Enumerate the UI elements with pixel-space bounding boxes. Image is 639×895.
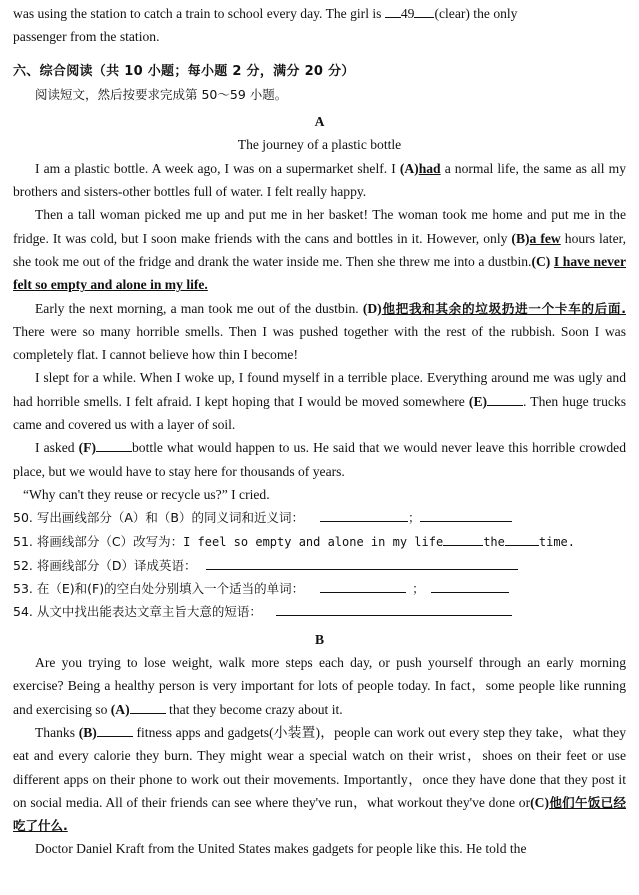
- underlined-sentence-c: I have never felt so empty and alone in my life.: [13, 253, 626, 293]
- underlined-sentence-d: 他把我和其余的垃圾扔进一个卡车的后面.: [381, 300, 626, 316]
- answer-51a[interactable]: [443, 531, 483, 546]
- answer-54[interactable]: [276, 601, 512, 616]
- passage-a-letter: A: [314, 114, 325, 130]
- mark-b-b: (B): [78, 724, 97, 740]
- blank-e[interactable]: [487, 391, 523, 406]
- section-six-instruction: 阅读短文，然后按要求完成第 50～59 小题。: [35, 86, 288, 102]
- mark-f: (F): [78, 440, 96, 456]
- passage-a-title: The journey of a plastic bottle: [237, 137, 402, 153]
- mark-a: (A): [399, 160, 419, 176]
- underlined-word-a: had: [418, 160, 441, 176]
- underlined-sentence-b-c: 他们午饭已经吃了什么.: [13, 794, 626, 834]
- section-six-heading: 六、综合阅读（共 10 小题；每小题 2 分，满分 20 分）: [13, 63, 355, 79]
- mark-d: (D): [362, 300, 382, 316]
- passage-b-paragraph-1: Are you trying to lose weight, walk more steps each day, or push yourself through an early morning exercise? Being a healthy person is very important for lots of people today. In fact，some people like running and exercising so (A) that they become crazy about it.: [13, 655, 626, 717]
- question-51: 51. 将画线部分（C）改写为：I feel so empty and alone in my life the time.: [13, 530, 626, 554]
- blank-f[interactable]: [96, 437, 132, 452]
- mark-b-a: (A): [110, 701, 130, 717]
- exam-page: [0, 2, 639, 895]
- mark-c: (C): [531, 253, 551, 269]
- mark-e: (E): [468, 393, 488, 409]
- mark-b-c: (C): [530, 794, 549, 810]
- answer-51b[interactable]: [505, 531, 539, 546]
- passage-a-paragraph-2: Then a tall woman picked me up and put me in her basket! The woman took me home and put me in the fridge. It was cold, but I soon make friends with the cans and bottles in it. However, only (B)a few hours later, she took me out of the fridge and drank the water inside me. Then she threw me into a dustbin.(C) I have never felt so empty and alone in my life.: [13, 207, 627, 293]
- answer-53f[interactable]: [431, 578, 509, 593]
- question-54: 54. 从文中找出能表达文章主旨大意的短语：: [13, 600, 626, 623]
- answer-50a[interactable]: [320, 507, 408, 522]
- question-53: 53. 在（E)和(F)的空白处分别填入一个适当的单词： ；: [13, 577, 626, 600]
- passage-b-paragraph-3: Doctor Daniel Kraft from the United States makes gadgets for people like this. He told the: [35, 841, 527, 857]
- passage-b-letter: B: [314, 631, 325, 647]
- question-50: 50. 写出画线部分（A）和（B）的同义词和近义词： ；: [13, 506, 626, 529]
- passage-a-paragraph-6: “Why can't they reuse or recycle us?” I cried.: [23, 486, 270, 502]
- passage-a-paragraph-5: I asked (F) bottle what would happen to us. He said that we would never leave this horrible crowded place, but we would have to stay here for thousands of years.: [13, 436, 626, 483]
- top-continuation-line2: passenger from the station.: [13, 29, 160, 45]
- question-49-number: 49: [400, 6, 415, 21]
- underlined-word-b: a few: [529, 230, 561, 246]
- passage-a-paragraph-1: I am a plastic bottle. A week ago, I was on a supermarket shelf. I (A)had a normal life, the same as all my brothers and sisters-other bottles full of water. I felt really happy.: [13, 160, 627, 200]
- top-continuation: was using the station to catch a train to school every day. The girl is 49 (clear) the only: [13, 2, 626, 25]
- passage-b-paragraph-2: Thanks (B) fitness apps and gadgets(小装置)，people can work out every step they take，what they eat and every calorie they burn. They might wear a special watch on their wrist，shoes on their feet or use different apps on their phone to work out their movements. Importantly，once they have done that they post it on social media. All of their friends can see where they've run，what workout they've done or(C)他们午饭已经吃了什么.: [13, 721, 626, 837]
- answer-52[interactable]: [206, 555, 518, 570]
- mark-b: (B): [511, 230, 530, 246]
- question-52: 52. 将画线部分（D）译成英语：: [13, 554, 626, 577]
- blank-b-a[interactable]: [130, 699, 166, 714]
- passage-a-paragraph-3: Early the next morning, a man took me out of the dustbin. (D)他把我和其余的垃圾扔进一个卡车的后面. There were so many horrible smells. Then I was pushed together with the rest of the rubbish. Soon I was completely flat. I cannot believe how thin I become!: [13, 300, 626, 363]
- answer-53e[interactable]: [320, 578, 406, 593]
- passage-a-paragraph-4: I slept for a while. When I woke up, I found myself in a terrible place. Everything around me was ugly and had horrible smells. I felt afraid. I kept hoping that I would be moved somewhere (E) . Then huge trucks came and covered us with a layer of soil.: [13, 370, 626, 433]
- answer-50b[interactable]: [420, 507, 512, 522]
- blank-b-b[interactable]: [97, 722, 133, 737]
